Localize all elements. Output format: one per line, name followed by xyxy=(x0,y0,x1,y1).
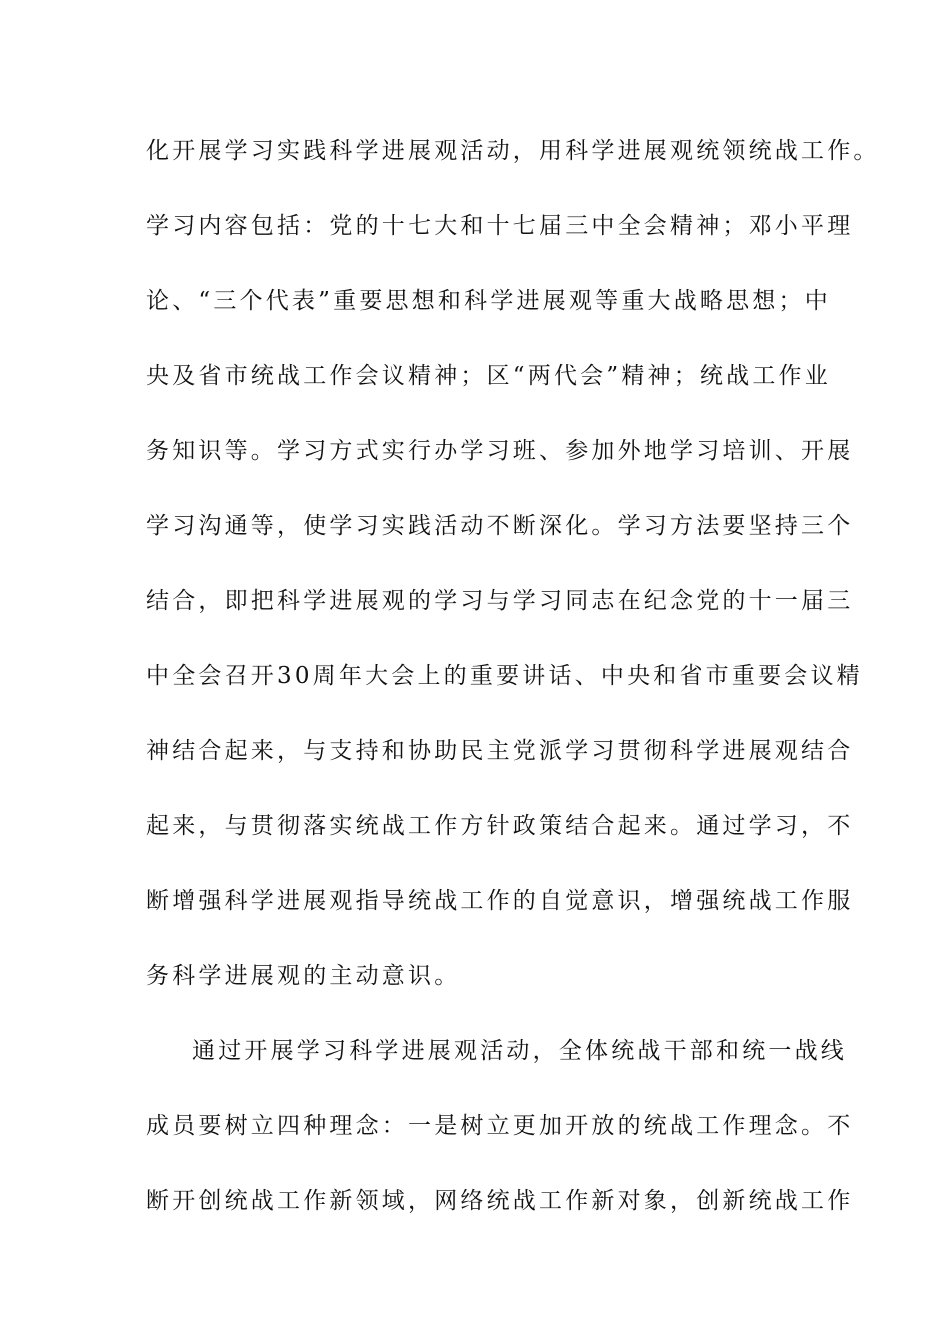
text-line-8: 中全会召开30周年大会上的重要讲话、中央和省市重要会议精 xyxy=(146,663,863,689)
paragraph-start-line: 通过开展学习科学进展观活动，全体统战干部和统一战线 xyxy=(192,1038,847,1064)
text-line-14: 成员要树立四种理念：一是树立更加开放的统战工作理念。不 xyxy=(146,1113,854,1139)
text-line-1: 化开展学习实践科学进展观活动，用科学进展观统领统战工作。 xyxy=(146,138,880,164)
text-line-7: 结合，即把科学进展观的学习与学习同志在纪念党的十一届三 xyxy=(146,588,854,614)
text-line-4: 央及省市统战工作会议精神；区“两代会”精神；统战工作业 xyxy=(146,363,831,389)
text-line-2: 学习内容包括：党的十七大和十七届三中全会精神；邓小平理 xyxy=(146,213,854,239)
text-line-11: 断增强科学进展观指导统战工作的自觉意识，增强统战工作服 xyxy=(146,888,854,914)
text-line-5: 务知识等。学习方式实行办学习班、参加外地学习培训、开展 xyxy=(146,438,854,464)
text-line-10: 起来，与贯彻落实统战工作方针政策结合起来。通过学习，不 xyxy=(146,813,854,839)
text-line-3: 论、“三个代表”重要思想和科学进展观等重大战略思想；中 xyxy=(146,288,831,314)
text-line-12: 务科学进展观的主动意识。 xyxy=(146,963,461,989)
text-line-6: 学习沟通等，使学习实践活动不断深化。学习方法要坚持三个 xyxy=(146,513,854,539)
text-line-9: 神结合起来，与支持和协助民主党派学习贯彻科学进展观结合 xyxy=(146,738,854,764)
text-line-15: 断开创统战工作新领域，网络统战工作新对象，创新统战工作 xyxy=(146,1188,854,1214)
